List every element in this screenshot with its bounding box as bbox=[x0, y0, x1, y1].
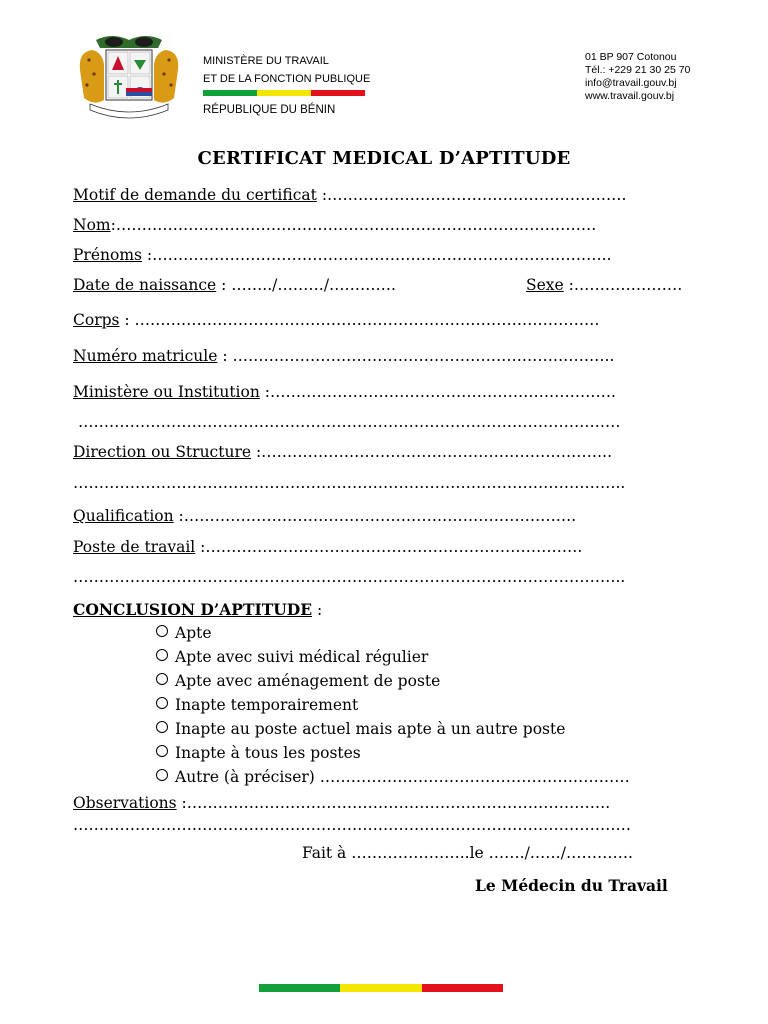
contact-website: www.travail.gouv.bj bbox=[585, 90, 675, 102]
field-poste bbox=[73, 538, 582, 556]
option-inapte-tous-postes[interactable] bbox=[156, 744, 361, 762]
document-title: CERTIFICAT MEDICAL D’APTITUDE bbox=[197, 148, 571, 169]
conclusion-heading bbox=[73, 600, 322, 619]
field-prenoms-dots[interactable]: :…………………………………………………………………………….. bbox=[141, 246, 612, 264]
field-observations bbox=[73, 794, 610, 812]
field-corps bbox=[73, 311, 600, 329]
option-label: Apte bbox=[175, 624, 212, 642]
option-apte-suivi[interactable] bbox=[156, 648, 428, 666]
conclusion-label: CONCLUSION D’APTITUDE bbox=[73, 600, 313, 619]
field-sexe bbox=[526, 276, 682, 294]
flag-red bbox=[311, 90, 365, 96]
flag-yellow bbox=[257, 90, 311, 96]
field-poste-continuation[interactable]: …………………………………………………………………………………………….. bbox=[73, 568, 626, 586]
field-matricule-dots[interactable]: : ……………………………………………………………….. bbox=[217, 347, 615, 365]
contact-phone: Tél.: +229 21 30 25 70 bbox=[585, 64, 691, 76]
flag-red bbox=[422, 984, 503, 992]
field-date-naissance-label: Date de naissance bbox=[73, 276, 217, 294]
field-nom-label: Nom bbox=[73, 216, 111, 234]
ministry-name bbox=[203, 52, 370, 88]
option-label: Inapte au poste actuel mais apte à un autre poste bbox=[175, 720, 566, 738]
field-sexe-dots[interactable]: :………………… bbox=[563, 276, 683, 294]
option-inapte-temporaire[interactable] bbox=[156, 696, 358, 714]
field-nom-dots[interactable]: :………………………………………………………………………………… bbox=[110, 216, 597, 234]
option-autre[interactable] bbox=[156, 768, 630, 786]
field-ministere-label: Ministère ou Institution bbox=[73, 383, 260, 401]
field-direction-dots[interactable]: :………………………………………………………….. bbox=[251, 443, 613, 461]
field-corps-label: Corps bbox=[73, 311, 120, 329]
option-label: Inapte à tous les postes bbox=[175, 744, 361, 762]
field-observations-label: Observations bbox=[73, 794, 177, 812]
header-flag-bar bbox=[203, 90, 365, 96]
field-motif-label: Motif de demande du certificat bbox=[73, 186, 317, 204]
field-observations-continuation[interactable]: ……………………………………………………………………………………………… bbox=[73, 816, 631, 834]
field-poste-label: Poste de travail bbox=[73, 538, 196, 556]
radio-circle-icon[interactable] bbox=[156, 697, 168, 709]
field-qualification-dots[interactable]: :…………………………………………………………………. bbox=[173, 507, 577, 525]
benin-coat-of-arms bbox=[74, 30, 184, 120]
field-sexe-label: Sexe bbox=[526, 276, 564, 294]
field-ministere-dots[interactable]: :…………………………………………………………. bbox=[259, 383, 616, 401]
fait-a-line[interactable]: Fait à …………………..le ……./……/…………. bbox=[302, 844, 633, 862]
option-label: Inapte temporairement bbox=[175, 696, 359, 714]
flag-green bbox=[259, 984, 340, 992]
option-apte[interactable] bbox=[156, 624, 212, 642]
option-apte-amenagement[interactable] bbox=[156, 672, 440, 690]
field-qualification-label: Qualification bbox=[73, 507, 174, 525]
ministry-line-2: ET DE LA FONCTION PUBLIQUE bbox=[203, 73, 371, 85]
option-label: Autre (à préciser) …………………………………………………… bbox=[175, 768, 630, 786]
field-date-naissance bbox=[73, 276, 396, 294]
ministry-line-1: MINISTÈRE DU TRAVAIL bbox=[203, 55, 329, 67]
field-date-naissance-dots[interactable]: : ……../………/…………. bbox=[216, 276, 396, 294]
radio-circle-icon[interactable] bbox=[156, 673, 168, 685]
field-nom bbox=[73, 216, 596, 234]
field-motif-dots[interactable]: :…………………………………………………. bbox=[316, 186, 627, 204]
field-corps-dots[interactable]: : ……………………………………………………………………………… bbox=[119, 311, 600, 329]
footer-flag-bar bbox=[259, 984, 503, 992]
radio-circle-icon[interactable] bbox=[156, 769, 168, 781]
field-observations-dots[interactable]: :………………………………………………………………………. bbox=[176, 794, 611, 812]
conclusion-colon: : bbox=[312, 601, 323, 619]
option-label: Apte avec suivi médical régulier bbox=[175, 648, 429, 666]
contact-block bbox=[585, 51, 690, 103]
field-ministere-continuation[interactable]: …………………………………………………………………………………………… bbox=[78, 413, 621, 431]
contact-address: 01 BP 907 Cotonou bbox=[585, 51, 677, 63]
radio-circle-icon[interactable] bbox=[156, 625, 168, 637]
field-direction-continuation[interactable]: …………………………………………………………………………………………….. bbox=[73, 474, 626, 492]
field-direction bbox=[73, 443, 612, 461]
radio-circle-icon[interactable] bbox=[156, 721, 168, 733]
flag-yellow bbox=[340, 984, 421, 992]
option-inapte-poste-actuel[interactable] bbox=[156, 720, 565, 738]
signature-label: Le Médecin du Travail bbox=[475, 876, 668, 895]
field-direction-label: Direction ou Structure bbox=[73, 443, 252, 461]
field-poste-dots[interactable]: :………………………………………………………………. bbox=[195, 538, 583, 556]
contact-email: info@travail.gouv.bj bbox=[585, 77, 677, 89]
republic-name: RÉPUBLIQUE DU BÉNIN bbox=[203, 104, 336, 116]
field-qualification bbox=[73, 507, 576, 525]
radio-circle-icon[interactable] bbox=[156, 649, 168, 661]
radio-circle-icon[interactable] bbox=[156, 745, 168, 757]
field-matricule bbox=[73, 347, 614, 365]
field-prenoms bbox=[73, 246, 612, 264]
field-motif bbox=[73, 186, 626, 204]
flag-green bbox=[203, 90, 257, 96]
field-matricule-label: Numéro matricule bbox=[73, 347, 218, 365]
field-prenoms-label: Prénoms bbox=[73, 246, 142, 264]
field-ministere bbox=[73, 383, 616, 401]
option-label: Apte avec aménagement de poste bbox=[175, 672, 441, 690]
